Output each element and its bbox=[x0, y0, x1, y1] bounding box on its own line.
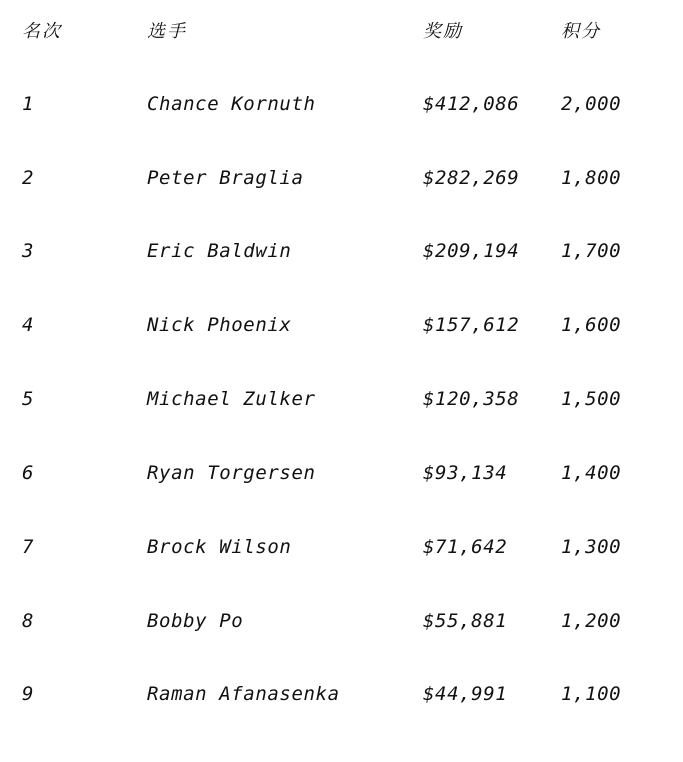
rank-cell: 2 bbox=[22, 167, 35, 189]
points-cell: 1,400 bbox=[561, 462, 622, 484]
player-cell: Eric Baldwin bbox=[147, 240, 292, 262]
rank-cell: 6 bbox=[22, 462, 35, 484]
table-row bbox=[0, 89, 683, 119]
table-row bbox=[0, 458, 683, 488]
rank-cell: 3 bbox=[22, 240, 35, 262]
rank-cell: 9 bbox=[22, 683, 35, 705]
player-cell: Ryan Torgersen bbox=[147, 462, 316, 484]
points-cell: 1,500 bbox=[561, 388, 622, 410]
rank-cell: 4 bbox=[22, 314, 35, 336]
rank-cell: 7 bbox=[22, 536, 35, 558]
player-cell: Peter Braglia bbox=[147, 167, 304, 189]
table-row bbox=[0, 163, 683, 193]
prize-cell: $44,991 bbox=[423, 683, 508, 705]
table-row bbox=[0, 310, 683, 340]
header-prize: 奖励 bbox=[423, 21, 463, 42]
table-row bbox=[0, 236, 683, 266]
points-cell: 1,300 bbox=[561, 536, 622, 558]
player-cell: Chance Kornuth bbox=[147, 93, 316, 115]
prize-cell: $55,881 bbox=[423, 610, 508, 632]
prize-cell: $282,269 bbox=[423, 167, 520, 189]
table-row bbox=[0, 606, 683, 636]
prize-cell: $120,358 bbox=[423, 388, 520, 410]
rank-cell: 1 bbox=[22, 93, 35, 115]
player-cell: Bobby Po bbox=[147, 610, 244, 632]
prize-cell: $209,194 bbox=[423, 240, 520, 262]
rank-cell: 5 bbox=[22, 388, 35, 410]
points-cell: 1,800 bbox=[561, 167, 622, 189]
table-row bbox=[0, 384, 683, 414]
header-rank: 名次 bbox=[22, 21, 62, 42]
points-cell: 2,000 bbox=[561, 93, 622, 115]
player-cell: Brock Wilson bbox=[147, 536, 292, 558]
player-cell: Raman Afanasenka bbox=[147, 683, 340, 705]
table-row bbox=[0, 532, 683, 562]
points-cell: 1,100 bbox=[561, 683, 622, 705]
header-player: 选手 bbox=[147, 21, 187, 42]
points-cell: 1,700 bbox=[561, 240, 622, 262]
table-row bbox=[0, 679, 683, 709]
header-points: 积分 bbox=[561, 21, 601, 42]
points-cell: 1,200 bbox=[561, 610, 622, 632]
prize-cell: $71,642 bbox=[423, 536, 508, 558]
prize-cell: $93,134 bbox=[423, 462, 508, 484]
player-cell: Nick Phoenix bbox=[147, 314, 292, 336]
prize-cell: $157,612 bbox=[423, 314, 520, 336]
points-cell: 1,600 bbox=[561, 314, 622, 336]
table-header bbox=[0, 17, 683, 47]
prize-cell: $412,086 bbox=[423, 93, 520, 115]
rank-cell: 8 bbox=[22, 610, 35, 632]
player-cell: Michael Zulker bbox=[147, 388, 316, 410]
